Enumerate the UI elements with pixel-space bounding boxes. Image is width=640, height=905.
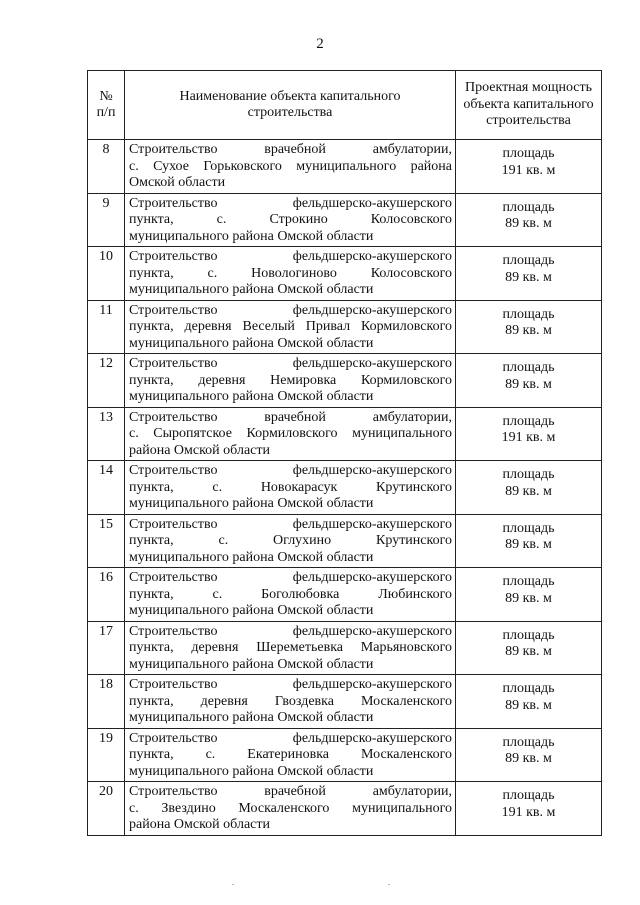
header-design-capacity: Проектная мощность объекта капитального строительства	[456, 71, 602, 140]
design-capacity	[456, 140, 602, 194]
object-name-line: муниципального района Омской области	[129, 335, 374, 351]
row-number: 10	[88, 247, 125, 301]
object-name-line: пункта, деревня Шереметьевка Марьяновского	[129, 640, 452, 655]
object-name-line: Строительство фельдшерско-акушерского	[129, 623, 452, 639]
design-capacity	[456, 247, 602, 301]
design-capacity	[456, 354, 602, 408]
capacity-label: площадь	[502, 788, 555, 803]
row-number: 19	[88, 728, 125, 782]
table-row	[88, 300, 602, 354]
design-capacity	[456, 568, 602, 622]
page-number: 2	[316, 36, 324, 52]
design-capacity	[456, 461, 602, 515]
object-name-line: Строительство фельдшерско-акушерского	[129, 302, 452, 318]
object-name-line: муниципального района Омской области	[129, 763, 374, 779]
object-name-line: муниципального района Омской области	[129, 710, 374, 725]
capacity-value: 89 кв. м	[505, 323, 552, 338]
object-name-line: муниципального района Омской области	[129, 496, 374, 511]
row-number: 16	[88, 568, 125, 622]
row-number: 8	[88, 140, 125, 194]
object-name-line: Строительство фельдшерско-акушерского	[129, 249, 452, 264]
object-name-line: пункта, деревня Веселый Привал Кормиловского	[129, 319, 452, 334]
object-name	[125, 247, 456, 301]
row-number: 15	[88, 514, 125, 568]
object-name-line: Строительство врачебной амбулатории,	[129, 784, 452, 799]
capacity-value: 191 кв. м	[501, 430, 556, 445]
capacity-value: 89 кв. м	[505, 644, 552, 659]
object-name-line: пункта, с. Новокарасук Крутинского	[129, 479, 452, 495]
object-name-line: Строительство врачебной амбулатории,	[129, 409, 452, 425]
table-row	[88, 514, 602, 568]
object-name	[125, 621, 456, 675]
object-name-line: Строительство фельдшерско-акушерского	[129, 677, 452, 692]
table-row	[88, 782, 602, 836]
row-number: 14	[88, 461, 125, 515]
scan-mark	[232, 884, 234, 885]
object-name	[125, 140, 456, 194]
capacity-value: 89 кв. м	[505, 697, 552, 713]
object-name-line: Омской области	[129, 175, 226, 190]
object-name-line: с. Сыропятское Кормиловского муниципального	[129, 426, 452, 441]
object-name-line: пункта, с. Екатериновка Москаленского	[129, 747, 452, 762]
table-row	[88, 193, 602, 247]
table-row	[88, 675, 602, 729]
object-name	[125, 782, 456, 836]
row-number: 11	[88, 300, 125, 354]
row-number: 13	[88, 407, 125, 461]
capacity-label: площадь	[502, 199, 555, 215]
object-name-line: Строительство фельдшерско-акушерского	[129, 463, 452, 478]
object-name	[125, 407, 456, 461]
table-row	[88, 407, 602, 461]
object-name-line: Строительство фельдшерско-акушерского	[129, 570, 452, 585]
row-number: 12	[88, 354, 125, 408]
object-name-line: муниципального района Омской области	[129, 603, 374, 618]
object-name-line: Строительство врачебной амбулатории,	[129, 142, 452, 157]
object-name	[125, 568, 456, 622]
design-capacity	[456, 728, 602, 782]
object-name-line: пункта, с. Боголюбовка Любинского	[129, 586, 452, 602]
table-row	[88, 461, 602, 515]
object-name-line: муниципального района Омской области	[129, 549, 374, 565]
capacity-value: 89 кв. м	[505, 216, 552, 231]
capacity-label: площадь	[502, 574, 555, 589]
capacity-label: площадь	[502, 146, 555, 161]
object-name-line: пункта, с. Оглухино Крутинского	[129, 533, 452, 548]
object-name-line: пункта, с. Новологиново Колосовского	[129, 265, 452, 281]
design-capacity	[456, 782, 602, 836]
object-name-line: муниципального района Омской области	[129, 228, 374, 244]
object-name	[125, 728, 456, 782]
object-name	[125, 193, 456, 247]
capacity-value: 89 кв. м	[505, 590, 552, 606]
object-name	[125, 514, 456, 568]
object-name-line: Строительство фельдшерско-акушерского	[129, 356, 452, 371]
table-header-row	[88, 71, 602, 140]
object-name-line: с. Сухое Горьковского муниципального района	[129, 158, 452, 174]
capital-objects-table	[87, 70, 602, 836]
capacity-label: площадь	[502, 360, 555, 375]
capacity-value: 89 кв. м	[505, 483, 552, 499]
header-number: № п/п	[88, 71, 125, 140]
object-name	[125, 675, 456, 729]
design-capacity	[456, 514, 602, 568]
object-name-line: Строительство фельдшерско-акушерского	[129, 195, 452, 211]
capacity-value: 191 кв. м	[501, 804, 556, 820]
object-name	[125, 354, 456, 408]
scan-mark	[388, 884, 390, 885]
table-row	[88, 728, 602, 782]
capacity-label: площадь	[502, 306, 555, 322]
capacity-label: площадь	[502, 253, 555, 268]
row-number: 18	[88, 675, 125, 729]
design-capacity	[456, 300, 602, 354]
capacity-value: 89 кв. м	[505, 269, 552, 285]
design-capacity	[456, 407, 602, 461]
object-name-line: с. Звездино Москаленского муниципального	[129, 800, 452, 816]
object-name-line: муниципального района Омской области	[129, 282, 374, 297]
capacity-label: площадь	[502, 413, 555, 429]
object-name-line: пункта, с. Строкино Колосовского	[129, 212, 452, 227]
capacity-value: 89 кв. м	[505, 537, 552, 552]
header-object-name: Наименование объекта капитального строительства	[125, 71, 456, 140]
capacity-label: площадь	[502, 681, 555, 696]
object-name-line: пункта, деревня Гвоздевка Москаленского	[129, 693, 452, 709]
object-name	[125, 300, 456, 354]
row-number: 17	[88, 621, 125, 675]
table-row	[88, 140, 602, 194]
capacity-label: площадь	[502, 734, 555, 750]
row-number: 9	[88, 193, 125, 247]
object-name-line: муниципального района Омской области	[129, 389, 374, 404]
design-capacity	[456, 193, 602, 247]
design-capacity	[456, 621, 602, 675]
table-row	[88, 247, 602, 301]
table-row	[88, 354, 602, 408]
object-name	[125, 461, 456, 515]
capacity-value: 89 кв. м	[505, 376, 552, 392]
object-name-line: пункта, деревня Немировка Кормиловского	[129, 372, 452, 388]
capacity-label: площадь	[502, 520, 555, 536]
row-number: 20	[88, 782, 125, 836]
table-row	[88, 621, 602, 675]
object-name-line: района Омской области	[129, 817, 270, 832]
design-capacity	[456, 675, 602, 729]
capacity-value: 191 кв. м	[501, 162, 556, 178]
object-name-line: района Омской области	[129, 442, 270, 458]
object-name-line: муниципального района Омской области	[129, 656, 374, 672]
table-row	[88, 568, 602, 622]
capacity-label: площадь	[502, 627, 555, 643]
object-name-line: Строительство фельдшерско-акушерского	[129, 730, 452, 746]
capacity-value: 89 кв. м	[505, 751, 552, 766]
object-name-line: Строительство фельдшерско-акушерского	[129, 516, 452, 532]
capacity-label: площадь	[502, 467, 555, 482]
